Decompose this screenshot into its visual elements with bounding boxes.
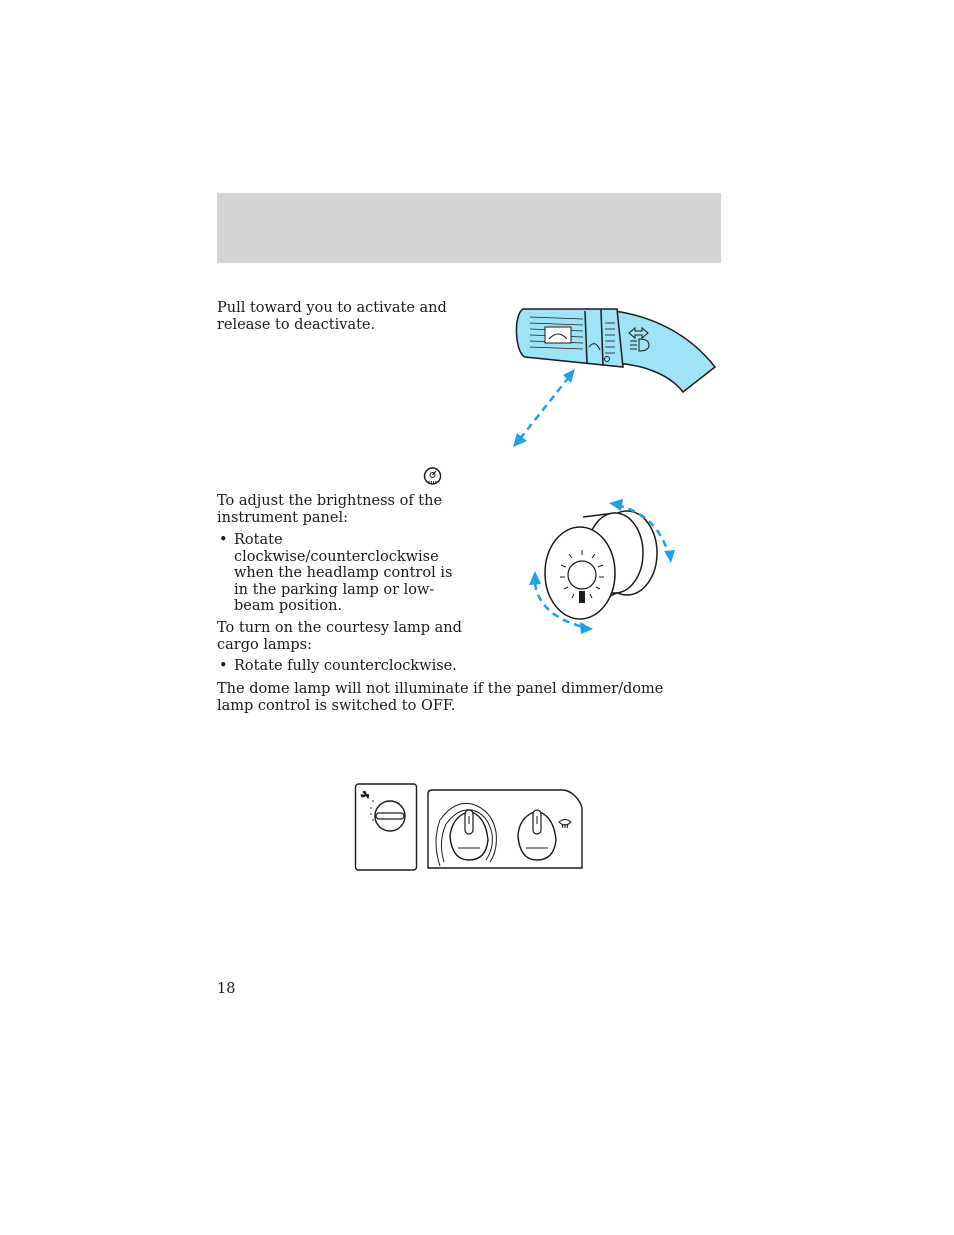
list-item-text: Rotate clockwise/counterclockwise when the headlamp control is in the parking lamp or low-beam position.: [234, 532, 453, 614]
bullet-icon: •: [219, 532, 228, 548]
dimmer-knob-illustration: [525, 495, 680, 640]
flash-to-pass-text: Pull toward you to activate and release to deactivate.: [217, 300, 447, 333]
courtesy-lamp-intro: To turn on the courtesy lamp and cargo lamps:: [217, 620, 462, 653]
dimmer-knob-face: [545, 527, 615, 619]
page-number: 18: [217, 981, 236, 997]
list-item: [217, 658, 477, 675]
stalk-arm: [615, 311, 715, 392]
panel-dimmer-intro: To adjust the brightness of the instrument panel:: [217, 493, 443, 526]
multifunction-stalk-illustration: [505, 295, 720, 455]
climate-controls-illustration: [354, 782, 584, 872]
bullet-icon: •: [219, 658, 228, 674]
list-item: [217, 532, 467, 615]
washer-icon: [545, 327, 571, 343]
dome-lamp-note: The dome lamp will not illuminate if the panel dimmer/dome lamp control is switched to OFF.: [217, 681, 664, 714]
panel-dimmer-icon: [423, 467, 442, 486]
panel-dimmer-list-1: [217, 532, 467, 615]
pull-direction-arrow: [519, 377, 569, 440]
dimmer-pointer: [579, 591, 585, 603]
section-header-band: [217, 193, 721, 263]
panel-dimmer-list-2: [217, 658, 477, 675]
list-item-text: Rotate fully counterclockwise.: [234, 658, 457, 674]
